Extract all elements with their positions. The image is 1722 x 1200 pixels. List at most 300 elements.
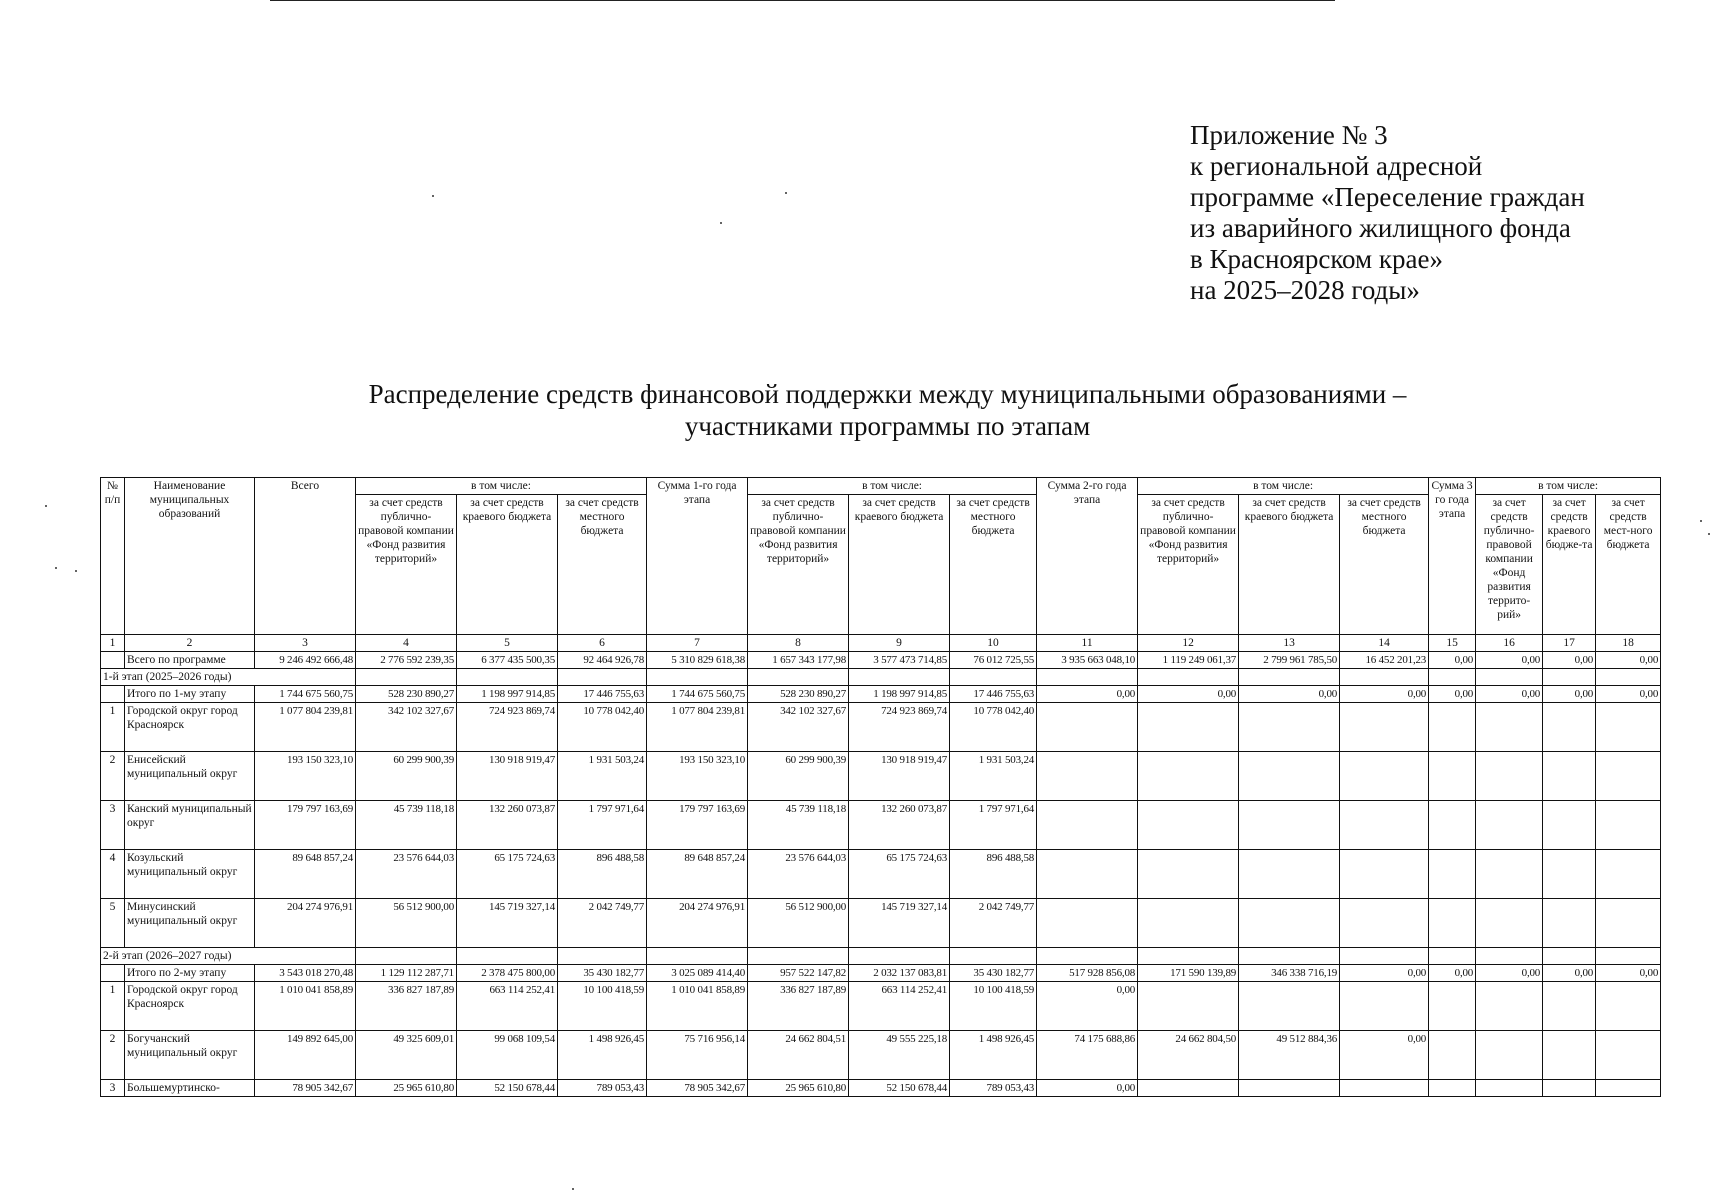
table-cell: 1 498 926,45	[950, 1031, 1037, 1080]
table-cell: 130 918 919,47	[849, 752, 950, 801]
table-cell: 78 905 342,67	[647, 1080, 748, 1097]
table-cell	[1340, 752, 1429, 801]
header-local-4: за счет средств мест-ного бюджета	[1596, 495, 1661, 635]
header-sum-year3: Сумма 3 го года этапа	[1429, 478, 1476, 635]
table-cell	[1037, 850, 1138, 899]
table-cell	[1037, 801, 1138, 850]
table-cell: 130 918 919,47	[457, 752, 558, 801]
table-cell	[1543, 1080, 1596, 1097]
column-number: 16	[1476, 635, 1543, 652]
table-cell	[849, 948, 950, 965]
table-cell: 724 923 869,74	[849, 703, 950, 752]
table-cell: 25 965 610,80	[748, 1080, 849, 1097]
table-cell	[1429, 850, 1476, 899]
scan-speck	[720, 222, 722, 224]
table-cell: 1 077 804 239,81	[255, 703, 356, 752]
scan-speck	[1708, 533, 1710, 535]
table-cell	[1596, 1031, 1661, 1080]
municipality-row	[101, 899, 1661, 948]
table-cell: 60 299 900,39	[748, 752, 849, 801]
table-cell: 10 778 042,40	[950, 703, 1037, 752]
table-cell: 49 512 884,36	[1239, 1031, 1340, 1080]
table-cell	[1340, 703, 1429, 752]
header-including-3: в том числе:	[1138, 478, 1429, 495]
table-cell	[1543, 752, 1596, 801]
table-cell	[1543, 703, 1596, 752]
appendix-block	[1190, 120, 1585, 306]
table-cell	[1543, 801, 1596, 850]
table-cell	[1596, 850, 1661, 899]
table-cell: 0,00	[1138, 686, 1239, 703]
table-cell	[1543, 948, 1596, 965]
table-cell: 3 935 663 048,10	[1037, 652, 1138, 669]
column-number: 2	[125, 635, 255, 652]
table-cell: 663 114 252,41	[849, 982, 950, 1031]
column-number: 6	[558, 635, 647, 652]
header-including-1: в том числе:	[356, 478, 647, 495]
distribution-table-wrap	[100, 477, 1660, 1097]
table-cell: 179 797 163,69	[647, 801, 748, 850]
table-cell: 10 100 418,59	[558, 982, 647, 1031]
table-cell	[1596, 1080, 1661, 1097]
header-ppk-4: за счет средств публично-правовой компании «Фонд развития террито-рий»	[1476, 495, 1543, 635]
header-sum-year1: Сумма 1-го года этапа	[647, 478, 748, 635]
municipality-name: Енисейский муниципальный округ	[125, 752, 255, 801]
table-cell: 789 053,43	[950, 1080, 1037, 1097]
header-regional-4: за счет средств краевого бюдже-та	[1543, 495, 1596, 635]
table-cell: 56 512 900,00	[356, 899, 457, 948]
table-cell	[1340, 801, 1429, 850]
table-cell: 0,00	[1037, 982, 1138, 1031]
table-cell	[1340, 948, 1429, 965]
table-cell	[1037, 669, 1138, 686]
row-number: 3	[101, 801, 125, 850]
column-number: 13	[1239, 635, 1340, 652]
column-number: 11	[1037, 635, 1138, 652]
appendix-line: в Красноярском крае»	[1190, 244, 1443, 274]
table-cell	[748, 948, 849, 965]
table-cell	[1138, 982, 1239, 1031]
table-cell: 0,00	[1429, 965, 1476, 982]
table-cell: 0,00	[1429, 686, 1476, 703]
table-cell	[356, 948, 457, 965]
table-cell: 0,00	[1476, 686, 1543, 703]
table-cell	[1429, 1080, 1476, 1097]
distribution-table	[100, 477, 1661, 1097]
table-cell: 204 274 976,91	[647, 899, 748, 948]
table-cell: 149 892 645,00	[255, 1031, 356, 1080]
table-cell: 23 576 644,03	[748, 850, 849, 899]
table-cell	[1239, 899, 1340, 948]
header-regional-1: за счет средств краевого бюджета	[457, 495, 558, 635]
table-cell	[1340, 850, 1429, 899]
table-cell: 1 498 926,45	[558, 1031, 647, 1080]
header-regional-3: за счет средств краевого бюджета	[1239, 495, 1340, 635]
table-cell	[1429, 703, 1476, 752]
table-cell	[1037, 948, 1138, 965]
row-label: Итого по 1-му этапу	[125, 686, 255, 703]
stage-header-row	[101, 669, 1661, 686]
municipality-row	[101, 850, 1661, 899]
table-cell: 724 923 869,74	[457, 703, 558, 752]
table-cell: 0,00	[1596, 652, 1661, 669]
table-cell	[1340, 669, 1429, 686]
table-cell: 0,00	[1476, 652, 1543, 669]
table-cell	[1476, 899, 1543, 948]
table-cell	[1429, 752, 1476, 801]
table-cell	[356, 669, 457, 686]
table-cell	[1138, 899, 1239, 948]
table-cell: 99 068 109,54	[457, 1031, 558, 1080]
table-cell	[1543, 899, 1596, 948]
table-cell	[1596, 899, 1661, 948]
column-number: 12	[1138, 635, 1239, 652]
table-cell: 342 102 327,67	[748, 703, 849, 752]
table-cell: 342 102 327,67	[356, 703, 457, 752]
column-number: 17	[1543, 635, 1596, 652]
header-local-1: за счет средств местного бюджета	[558, 495, 647, 635]
table-cell: 132 260 073,87	[457, 801, 558, 850]
table-cell: 23 576 644,03	[356, 850, 457, 899]
table-cell: 2 776 592 239,35	[356, 652, 457, 669]
table-cell	[647, 669, 748, 686]
table-cell	[457, 669, 558, 686]
table-cell	[1543, 982, 1596, 1031]
table-cell: 75 716 956,14	[647, 1031, 748, 1080]
table-cell	[1138, 752, 1239, 801]
table-cell: 0,00	[1340, 965, 1429, 982]
table-cell: 896 488,58	[558, 850, 647, 899]
table-cell	[1596, 703, 1661, 752]
table-cell: 76 012 725,55	[950, 652, 1037, 669]
table-cell	[457, 948, 558, 965]
municipality-name: Городской округ город Красноярск	[125, 703, 255, 752]
title-line-1: Распределение средств финансовой поддержки между муниципальными образованиями –	[368, 379, 1407, 409]
column-number: 10	[950, 635, 1037, 652]
column-number: 5	[457, 635, 558, 652]
scan-speck	[55, 567, 57, 569]
table-cell: 52 150 678,44	[457, 1080, 558, 1097]
scan-speck	[785, 192, 787, 194]
table-cell: 1 010 041 858,89	[647, 982, 748, 1031]
table-cell	[1239, 1080, 1340, 1097]
table-cell: 10 100 418,59	[950, 982, 1037, 1031]
table-cell	[1429, 899, 1476, 948]
table-cell: 1 931 503,24	[558, 752, 647, 801]
row-number: 2	[101, 752, 125, 801]
column-number: 9	[849, 635, 950, 652]
table-cell: 1 010 041 858,89	[255, 982, 356, 1031]
table-cell	[1476, 1080, 1543, 1097]
table-cell: 45 739 118,18	[748, 801, 849, 850]
table-cell: 1 077 804 239,81	[647, 703, 748, 752]
column-number: 1	[101, 635, 125, 652]
column-number: 8	[748, 635, 849, 652]
table-cell: 336 827 187,89	[748, 982, 849, 1031]
header-name: Наименование муниципальных образований	[125, 478, 255, 635]
appendix-line: из аварийного жилищного фонда	[1190, 213, 1571, 243]
municipality-row	[101, 752, 1661, 801]
table-cell: 0,00	[1543, 965, 1596, 982]
column-number: 3	[255, 635, 356, 652]
table-cell: 0,00	[1543, 686, 1596, 703]
table-cell	[1239, 982, 1340, 1031]
table-cell	[849, 669, 950, 686]
table-cell	[1476, 801, 1543, 850]
table-cell	[1476, 948, 1543, 965]
municipality-row	[101, 1080, 1661, 1097]
table-cell: 0,00	[1476, 965, 1543, 982]
table-cell: 49 325 609,01	[356, 1031, 457, 1080]
table-cell: 35 430 182,77	[950, 965, 1037, 982]
table-cell: 1 129 112 287,71	[356, 965, 457, 982]
header-ppk-2: за счет средств публично-правовой компании «Фонд развития территорий»	[748, 495, 849, 635]
table-cell: 789 053,43	[558, 1080, 647, 1097]
table-cell: 1 744 675 560,75	[255, 686, 356, 703]
row-number	[101, 965, 125, 982]
table-cell	[1476, 669, 1543, 686]
appendix-line: на 2025–2028 годы»	[1190, 275, 1420, 305]
table-cell	[647, 948, 748, 965]
row-number: 1	[101, 982, 125, 1031]
appendix-line: к региональной адресной	[1190, 151, 1483, 181]
table-cell	[1476, 703, 1543, 752]
municipality-row	[101, 1031, 1661, 1080]
table-cell	[1596, 669, 1661, 686]
table-cell: 0,00	[1340, 686, 1429, 703]
table-cell: 56 512 900,00	[748, 899, 849, 948]
table-cell: 2 042 749,77	[558, 899, 647, 948]
table-cell	[1239, 801, 1340, 850]
table-cell	[1037, 752, 1138, 801]
table-cell	[1138, 669, 1239, 686]
table-cell	[1340, 899, 1429, 948]
table-cell	[1543, 669, 1596, 686]
scan-speck	[1700, 520, 1702, 522]
header-local-3: за счет средств местного бюджета	[1340, 495, 1429, 635]
table-cell: 0,00	[1596, 965, 1661, 982]
table-cell	[558, 669, 647, 686]
row-label: Итого по 2-му этапу	[125, 965, 255, 982]
table-cell	[1138, 1080, 1239, 1097]
header-row-1	[101, 478, 1661, 495]
table-body	[101, 635, 1661, 1097]
table-cell: 0,00	[1037, 1080, 1138, 1097]
table-cell: 1 797 971,64	[558, 801, 647, 850]
table-cell	[950, 669, 1037, 686]
column-number: 18	[1596, 635, 1661, 652]
table-cell	[1340, 982, 1429, 1031]
table-cell: 0,00	[1037, 686, 1138, 703]
table-cell: 24 662 804,50	[1138, 1031, 1239, 1080]
table-cell: 65 175 724,63	[457, 850, 558, 899]
municipality-name: Козульский муниципальный округ	[125, 850, 255, 899]
table-cell: 89 648 857,24	[647, 850, 748, 899]
row-number: 4	[101, 850, 125, 899]
table-cell: 60 299 900,39	[356, 752, 457, 801]
municipality-row	[101, 801, 1661, 850]
table-cell: 0,00	[1543, 652, 1596, 669]
column-number: 4	[356, 635, 457, 652]
table-cell: 24 662 804,51	[748, 1031, 849, 1080]
table-cell: 171 590 139,89	[1138, 965, 1239, 982]
municipality-name: Большемуртинско-	[125, 1080, 255, 1097]
table-cell: 78 905 342,67	[255, 1080, 356, 1097]
header-sum-year2: Сумма 2-го года этапа	[1037, 478, 1138, 635]
table-cell	[1476, 752, 1543, 801]
header-local-2: за счет средств местного бюджета	[950, 495, 1037, 635]
row-number	[101, 652, 125, 669]
table-cell: 663 114 252,41	[457, 982, 558, 1031]
table-cell	[950, 948, 1037, 965]
table-cell: 528 230 890,27	[356, 686, 457, 703]
header-including-2: в том числе:	[748, 478, 1037, 495]
table-cell: 145 719 327,14	[849, 899, 950, 948]
table-cell: 35 430 182,77	[558, 965, 647, 982]
stage-header-row	[101, 948, 1661, 965]
table-cell: 9 246 492 666,48	[255, 652, 356, 669]
grand-total-row	[101, 652, 1661, 669]
row-number: 1	[101, 703, 125, 752]
table-cell: 336 827 187,89	[356, 982, 457, 1031]
row-number: 2	[101, 1031, 125, 1080]
scan-speck	[75, 570, 77, 572]
table-cell	[748, 669, 849, 686]
table-cell: 3 543 018 270,48	[255, 965, 356, 982]
table-cell: 896 488,58	[950, 850, 1037, 899]
table-cell: 2 032 137 083,81	[849, 965, 950, 982]
stage-subtotal-row	[101, 965, 1661, 982]
column-number: 7	[647, 635, 748, 652]
table-cell: 3 025 089 414,40	[647, 965, 748, 982]
appendix-line: Приложение № 3	[1190, 120, 1388, 150]
table-cell: 45 739 118,18	[356, 801, 457, 850]
scan-speck	[432, 195, 434, 197]
table-cell: 145 719 327,14	[457, 899, 558, 948]
table-cell: 0,00	[1596, 686, 1661, 703]
table-cell: 2 799 961 785,50	[1239, 652, 1340, 669]
table-cell: 1 119 249 061,37	[1138, 652, 1239, 669]
table-cell	[1239, 669, 1340, 686]
table-cell	[1239, 850, 1340, 899]
table-cell: 1 797 971,64	[950, 801, 1037, 850]
table-cell: 3 577 473 714,85	[849, 652, 950, 669]
title-line-2: участниками программы по этапам	[684, 411, 1091, 441]
table-cell: 193 150 323,10	[255, 752, 356, 801]
table-cell: 74 175 688,86	[1037, 1031, 1138, 1080]
table-cell: 528 230 890,27	[748, 686, 849, 703]
table-cell: 2 378 475 800,00	[457, 965, 558, 982]
municipality-name: Богучанский муниципальный округ	[125, 1031, 255, 1080]
column-number: 14	[1340, 635, 1429, 652]
table-cell: 517 928 856,08	[1037, 965, 1138, 982]
table-cell: 52 150 678,44	[849, 1080, 950, 1097]
table-cell: 49 555 225,18	[849, 1031, 950, 1080]
column-number: 15	[1429, 635, 1476, 652]
table-cell: 1 198 997 914,85	[849, 686, 950, 703]
table-cell	[1138, 703, 1239, 752]
table-cell	[1138, 850, 1239, 899]
table-cell: 0,00	[1429, 652, 1476, 669]
column-numbers-row	[101, 635, 1661, 652]
table-cell	[1596, 982, 1661, 1031]
table-cell: 92 464 926,78	[558, 652, 647, 669]
table-cell	[1596, 752, 1661, 801]
row-label: Всего по программе	[125, 652, 255, 669]
table-cell: 10 778 042,40	[558, 703, 647, 752]
table-cell	[1429, 1031, 1476, 1080]
table-cell: 2 042 749,77	[950, 899, 1037, 948]
row-number	[101, 686, 125, 703]
header-including-4: в том числе:	[1476, 478, 1661, 495]
municipality-name: Канский муниципальный округ	[125, 801, 255, 850]
table-cell: 25 965 610,80	[356, 1080, 457, 1097]
table-cell: 193 150 323,10	[647, 752, 748, 801]
document-title	[100, 378, 1675, 442]
header-ppk-1: за счет средств публично-правовой компании «Фонд развития территорий»	[356, 495, 457, 635]
table-cell	[1138, 801, 1239, 850]
stage-label: 2-й этап (2026–2027 годы)	[101, 948, 356, 965]
stage-subtotal-row	[101, 686, 1661, 703]
table-cell	[1340, 1080, 1429, 1097]
municipality-row	[101, 703, 1661, 752]
top-rule	[270, 0, 1335, 1]
table-cell: 132 260 073,87	[849, 801, 950, 850]
table-cell	[1429, 982, 1476, 1031]
table-cell	[1239, 752, 1340, 801]
header-number: № п/п	[101, 478, 125, 635]
table-cell	[1429, 801, 1476, 850]
table-cell	[1476, 982, 1543, 1031]
stage-label: 1-й этап (2025–2026 годы)	[101, 669, 356, 686]
table-cell: 1 198 997 914,85	[457, 686, 558, 703]
table-cell: 204 274 976,91	[255, 899, 356, 948]
table-cell: 346 338 716,19	[1239, 965, 1340, 982]
table-cell	[558, 948, 647, 965]
header-ppk-3: за счет средств публично-правовой компании «Фонд развития территорий»	[1138, 495, 1239, 635]
table-cell: 6 377 435 500,35	[457, 652, 558, 669]
table-cell: 16 452 201,23	[1340, 652, 1429, 669]
table-cell: 17 446 755,63	[558, 686, 647, 703]
table-cell: 1 744 675 560,75	[647, 686, 748, 703]
scan-speck	[572, 1188, 574, 1190]
table-cell: 957 522 147,82	[748, 965, 849, 982]
scan-speck	[45, 505, 47, 507]
table-cell	[1239, 703, 1340, 752]
header-total: Всего	[255, 478, 356, 635]
table-cell	[1239, 948, 1340, 965]
table-cell	[1596, 801, 1661, 850]
appendix-line: программе «Переселение граждан	[1190, 182, 1585, 212]
municipality-name: Городской округ город Красноярск	[125, 982, 255, 1031]
table-cell	[1138, 948, 1239, 965]
table-cell: 17 446 755,63	[950, 686, 1037, 703]
table-cell: 0,00	[1239, 686, 1340, 703]
table-cell: 0,00	[1340, 1031, 1429, 1080]
table-header	[101, 478, 1661, 635]
municipality-row	[101, 982, 1661, 1031]
table-cell	[1037, 899, 1138, 948]
table-cell	[1429, 948, 1476, 965]
table-cell	[1476, 1031, 1543, 1080]
header-regional-2: за счет средств краевого бюджета	[849, 495, 950, 635]
row-number: 3	[101, 1080, 125, 1097]
municipality-name: Минусинский муниципальный округ	[125, 899, 255, 948]
table-cell: 5 310 829 618,38	[647, 652, 748, 669]
table-cell: 1 931 503,24	[950, 752, 1037, 801]
row-number: 5	[101, 899, 125, 948]
table-cell: 1 657 343 177,98	[748, 652, 849, 669]
